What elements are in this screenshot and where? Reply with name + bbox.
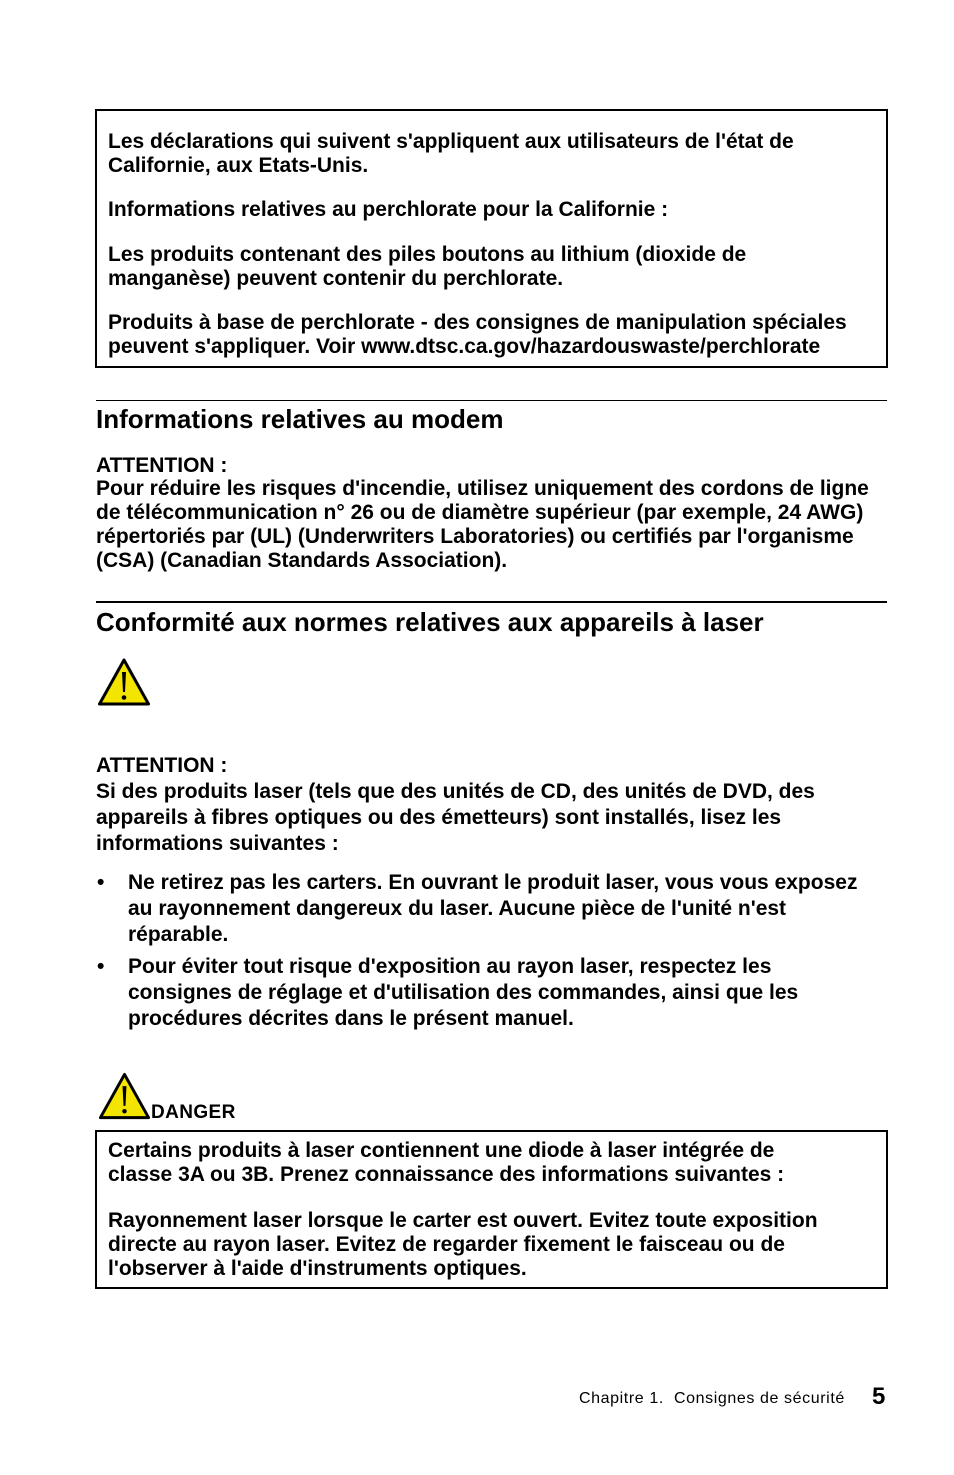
list-item: Ne retirez pas les carters. En ouvrant le produit laser, vous vous exposez au rayonnement dangereux du laser. Aucune pièce de l'unité n'est réparable. [128,871,858,946]
laser-section-heading: Conformité aux normes relatives aux appareils à laser [96,607,764,637]
section-divider-laser [96,601,887,603]
danger-label: DANGER [151,1102,236,1123]
laser-attention-intro: Si des produits laser (tels que des unités de CD, des unités de DVD, des appareils à fibres optiques ou des émetteurs) sont installés, lisez les informations suivantes : [96,780,815,855]
california-notice-paragraph-3: Les produits contenant des piles boutons au lithium (dioxide de manganèse) peuvent contenir du perchlorate. [108,243,747,290]
danger-paragraph-2: Rayonnement laser lorsque le carter est ouvert. Evitez toute exposition directe au rayon laser. Evitez de regarder fixement le faisceau ou de l'observer à l'aide d'instruments optiques. [108,1209,818,1280]
modem-attention-text: Pour réduire les risques d'incendie, utilisez uniquement des cordons de ligne de télécommunication n° 26 ou de diamètre supérieur (par exemple, 24 AWG) répertoriés par (UL) (Underwriters Laboratories) ou certifiés par l'organisme (CSA) (Canadian Standards Association). [96,477,869,572]
modem-section-heading: Informations relatives au modem [96,404,504,434]
bullet-marker: • [97,955,105,978]
laser-attention-label: ATTENTION : [96,754,228,777]
danger-warning-triangle-icon [98,1071,151,1121]
list-item: Pour éviter tout risque d'exposition au rayon laser, respectez les consignes de réglage et d'utilisation des commandes, ainsi que les procédures décrites dans le présent manuel. [128,955,799,1030]
page-number: 5 [872,1383,886,1410]
california-notice-paragraph-2: Informations relatives au perchlorate pour la Californie : [108,198,669,221]
warning-triangle-icon [97,657,151,707]
section-divider-modem [96,400,887,401]
modem-attention-label: ATTENTION : [96,454,228,477]
california-notice-paragraph-1: Les déclarations qui suivent s'appliquent aux utilisateurs de l'état de Californie, aux Etats-Unis. [108,130,794,177]
footer-chapter-title: Chapitre 1. Consignes de sécurité [579,1390,845,1407]
danger-paragraph-1: Certains produits à laser contiennent une diode à laser intégrée de classe 3A ou 3B. Prenez connaissance des informations suivantes : [108,1139,785,1186]
bullet-marker: • [97,871,105,894]
california-notice-paragraph-4: Produits à base de perchlorate - des consignes de manipulation spéciales peuvent s'appliquer. Voir www.dtsc.ca.gov/hazardouswaste/perchlorate [108,311,847,358]
